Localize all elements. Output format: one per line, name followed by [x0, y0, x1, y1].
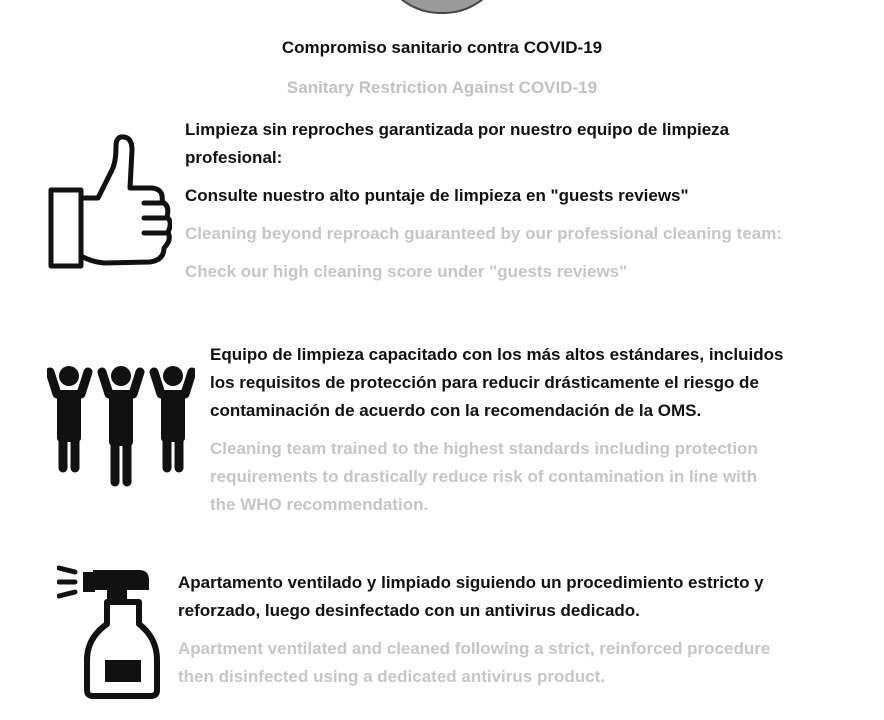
section-ventilated-apartment	[178, 569, 868, 691]
es-line: reforzado, luego desinfectado con un antivirus dedicado.	[178, 601, 640, 620]
en-line: then disinfected using a dedicated antivirus product.	[178, 667, 605, 686]
en-line: Cleaning beyond reproach guaranteed by our professional cleaning team:	[185, 224, 783, 243]
thumbs-up-icon	[46, 132, 172, 274]
es-line: Consulte nuestro alto puntaje de limpieza en "guests reviews"	[185, 186, 689, 205]
en-line: requirements to drastically reduce risk of contamination in line with	[210, 467, 757, 486]
page-subtitle: Sanitary Restriction Against COVID-19	[286, 78, 598, 97]
es-line: contaminación de acuerdo con la recomendación de la OMS.	[210, 401, 702, 420]
team-icon	[47, 364, 195, 488]
en-line: Apartment ventilated and cleaned following a strict, reinforced procedure	[178, 639, 771, 658]
es-line: profesional:	[185, 148, 283, 167]
spray-bottle-icon	[57, 562, 167, 702]
en-line: the WHO recommendation.	[210, 495, 429, 514]
page-title: Compromiso sanitario contra COVID-19	[281, 38, 603, 57]
es-line: Limpieza sin reproches garantizada por nuestro equipo de limpieza	[185, 120, 730, 139]
en-line: Check our high cleaning score under "guests reviews"	[185, 262, 628, 281]
en-line: Cleaning team trained to the highest standards including protection	[210, 439, 758, 458]
es-line: Equipo de limpieza capacitado con los más altos estándares, incluidos	[210, 345, 784, 364]
es-line: Apartamento ventilado y limpiado siguiendo un procedimiento estricto y	[178, 573, 764, 592]
section-cleaning-guarantee	[185, 116, 865, 286]
section-trained-team	[210, 341, 870, 519]
top-logo-circle	[378, 0, 506, 14]
es-line: los requisitos de protección para reducir drásticamente el riesgo de	[210, 373, 759, 392]
